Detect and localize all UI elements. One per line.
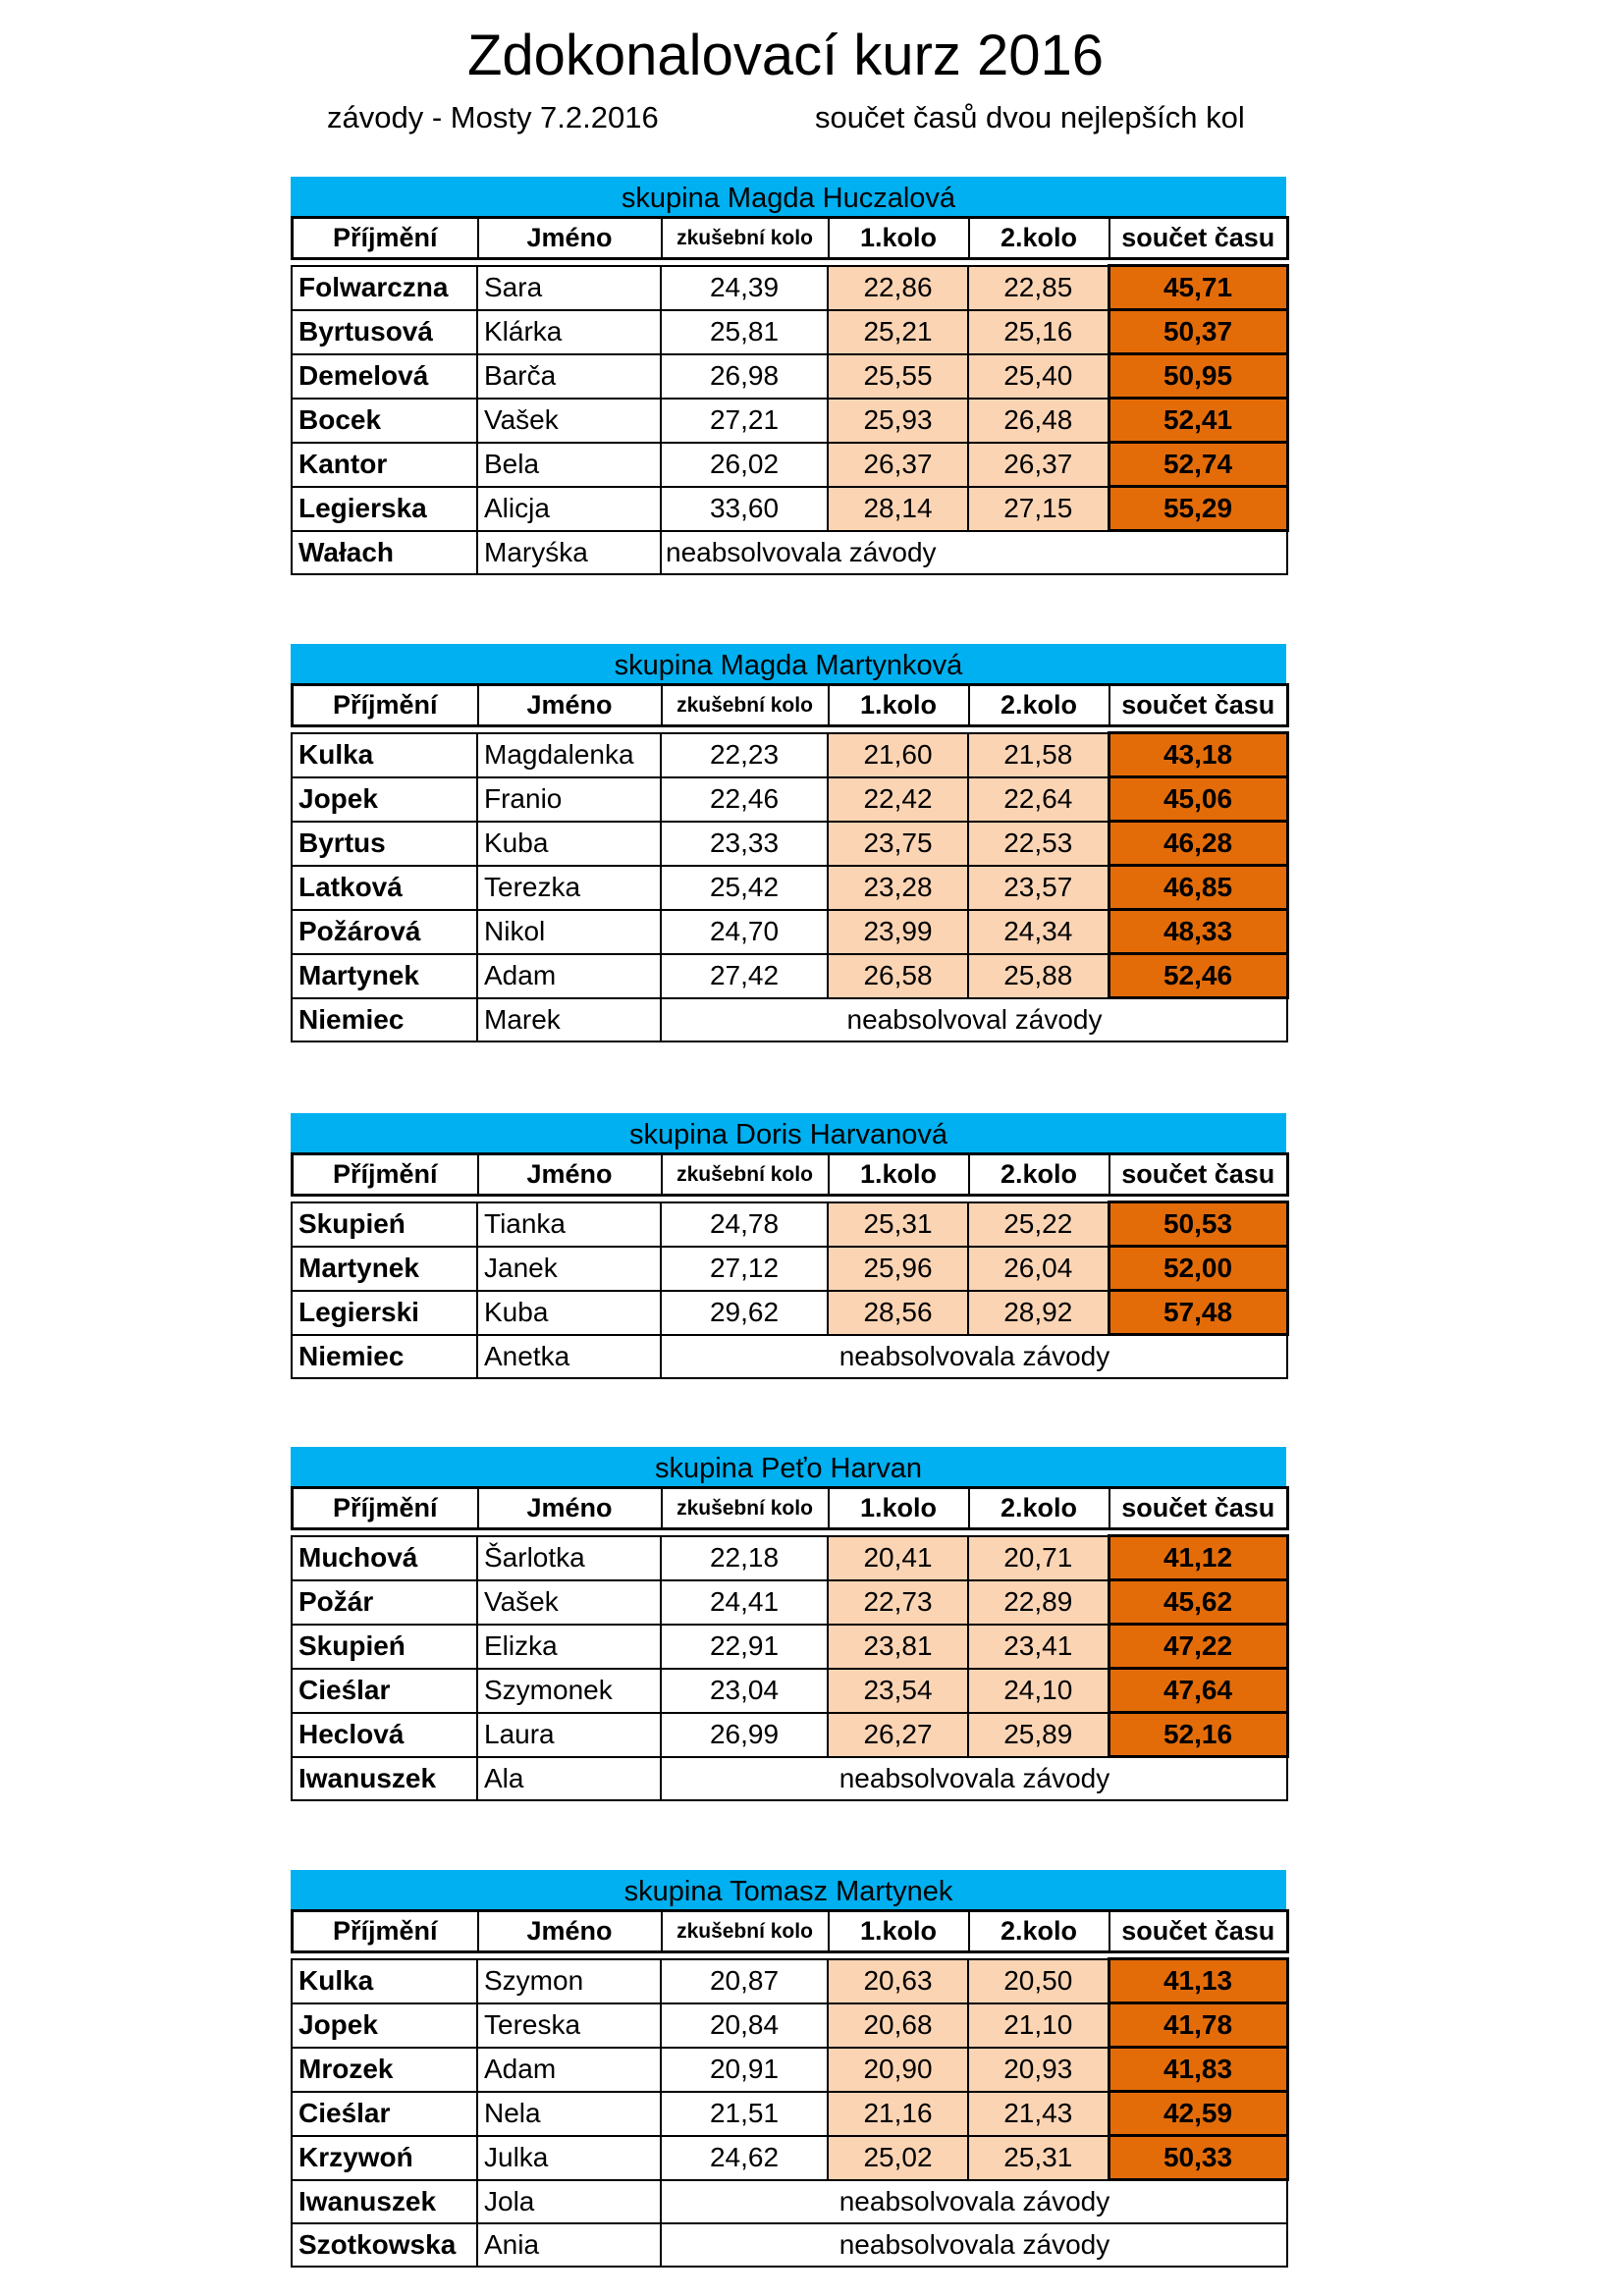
table-row: [292, 2136, 1287, 2180]
results-group: [291, 1113, 1286, 1379]
table-row: [292, 2003, 1287, 2048]
surname-cell: Szotkowska: [292, 2223, 477, 2267]
col-header-round1: 1.kolo: [829, 1488, 969, 1529]
surname-cell: Skupień: [292, 1202, 477, 1247]
name-cell: Adam: [477, 2048, 661, 2092]
results-table: [291, 264, 1288, 575]
col-header-round2: 2.kolo: [969, 685, 1109, 726]
trial-time-cell: 20,91: [661, 2048, 828, 2092]
round1-time-cell: 28,14: [828, 487, 968, 531]
results-table: [291, 1534, 1288, 1801]
table-row: [292, 266, 1287, 310]
round2-time-cell: 27,15: [968, 487, 1109, 531]
col-header-trial: zkušební kolo: [662, 685, 829, 726]
name-cell: Vašek: [477, 399, 661, 443]
col-header-name: Jméno: [478, 685, 662, 726]
results-table: [291, 731, 1288, 1042]
table-row: [292, 1247, 1287, 1291]
col-header-round2: 2.kolo: [969, 218, 1109, 259]
round1-time-cell: 26,37: [828, 443, 968, 487]
name-cell: Terezka: [477, 866, 661, 910]
round1-time-cell: 25,31: [828, 1202, 968, 1247]
round2-time-cell: 25,22: [968, 1202, 1109, 1247]
trial-time-cell: 24,70: [661, 910, 828, 954]
round2-time-cell: 24,10: [968, 1669, 1109, 1713]
col-header-round2: 2.kolo: [969, 1911, 1109, 1952]
header-row-table: [291, 1909, 1289, 1953]
col-header-trial: zkušební kolo: [662, 218, 829, 259]
trial-time-cell: 22,91: [661, 1625, 828, 1669]
table-row: [292, 1713, 1287, 1757]
header-row: [293, 1911, 1288, 1952]
trial-time-cell: 23,33: [661, 822, 828, 866]
round2-time-cell: 25,31: [968, 2136, 1109, 2180]
name-cell: Bela: [477, 443, 661, 487]
round2-time-cell: 25,40: [968, 354, 1109, 399]
table-row: [292, 866, 1287, 910]
name-cell: Elizka: [477, 1625, 661, 1669]
surname-cell: Jopek: [292, 777, 477, 822]
trial-time-cell: 23,04: [661, 1669, 828, 1713]
round1-time-cell: 25,02: [828, 2136, 968, 2180]
trial-time-cell: 24,78: [661, 1202, 828, 1247]
table-row: [292, 1291, 1287, 1335]
table-row-absent: [292, 998, 1287, 1042]
table-row-absent: [292, 2180, 1287, 2224]
name-cell: Janek: [477, 1247, 661, 1291]
round2-time-cell: 21,58: [968, 733, 1109, 777]
col-header-total: součet času: [1109, 1488, 1288, 1529]
surname-cell: Jopek: [292, 2003, 477, 2048]
surname-cell: Iwanuszek: [292, 2180, 477, 2224]
group-title: skupina Doris Harvanová: [291, 1113, 1286, 1152]
col-header-round1: 1.kolo: [829, 685, 969, 726]
table-row: [292, 1202, 1287, 1247]
round1-time-cell: 20,41: [828, 1536, 968, 1580]
surname-cell: Martynek: [292, 954, 477, 998]
round1-time-cell: 20,68: [828, 2003, 968, 2048]
total-time-cell: 50,95: [1109, 354, 1287, 399]
round1-time-cell: 25,96: [828, 1247, 968, 1291]
trial-time-cell: 27,21: [661, 399, 828, 443]
name-cell: Franio: [477, 777, 661, 822]
table-row: [292, 1580, 1287, 1625]
total-time-cell: 50,33: [1109, 2136, 1287, 2180]
col-header-round2: 2.kolo: [969, 1488, 1109, 1529]
total-time-cell: 42,59: [1109, 2092, 1287, 2136]
did-not-finish-text: neabsolvovala závody: [839, 2186, 1110, 2216]
round1-time-cell: 21,60: [828, 733, 968, 777]
name-cell: Nikol: [477, 910, 661, 954]
surname-cell: Kantor: [292, 443, 477, 487]
trial-time-cell: 25,81: [661, 310, 828, 354]
results-group: [291, 1447, 1286, 1801]
total-time-cell: 46,28: [1109, 822, 1287, 866]
round1-time-cell: 23,28: [828, 866, 968, 910]
name-cell: Šarlotka: [477, 1536, 661, 1580]
surname-cell: Bocek: [292, 399, 477, 443]
results-table: [291, 1957, 1288, 2268]
round1-time-cell: 25,93: [828, 399, 968, 443]
name-cell: Marek: [477, 998, 661, 1042]
scoring-note: součet časů dvou nejlepších kol: [815, 100, 1245, 134]
col-header-surname: Příjmění: [293, 218, 478, 259]
surname-cell: Požár: [292, 1580, 477, 1625]
did-not-finish-text: neabsolvoval závody: [846, 1004, 1103, 1035]
name-cell: Adam: [477, 954, 661, 998]
surname-cell: Niemiec: [292, 1335, 477, 1379]
surname-cell: Byrtusová: [292, 310, 477, 354]
name-cell: Anetka: [477, 1335, 661, 1379]
did-not-finish-text: neabsolvovala závody: [839, 1341, 1110, 1371]
col-header-trial: zkušební kolo: [662, 1154, 829, 1196]
round2-time-cell: 24,34: [968, 910, 1109, 954]
header-row-table: [291, 216, 1289, 260]
name-cell: Alicja: [477, 487, 661, 531]
header-row: [293, 1488, 1288, 1529]
col-header-surname: Příjmění: [293, 1488, 478, 1529]
round1-time-cell: 23,81: [828, 1625, 968, 1669]
trial-time-cell: 24,62: [661, 2136, 828, 2180]
col-header-name: Jméno: [478, 1488, 662, 1529]
surname-cell: Demelová: [292, 354, 477, 399]
header-row: [293, 1154, 1288, 1196]
total-time-cell: 41,78: [1109, 2003, 1287, 2048]
table-row: [292, 2048, 1287, 2092]
round1-time-cell: 26,27: [828, 1713, 968, 1757]
table-row: [292, 399, 1287, 443]
group-title: skupina Magda Martynková: [291, 644, 1286, 683]
col-header-name: Jméno: [478, 1154, 662, 1196]
surname-cell: Latková: [292, 866, 477, 910]
name-cell: Barča: [477, 354, 661, 399]
total-time-cell: 52,16: [1109, 1713, 1287, 1757]
surname-cell: Krzywoń: [292, 2136, 477, 2180]
trial-time-cell: 22,23: [661, 733, 828, 777]
total-time-cell: 52,41: [1109, 399, 1287, 443]
total-time-cell: 48,33: [1109, 910, 1287, 954]
round2-time-cell: 20,93: [968, 2048, 1109, 2092]
table-row-absent: [292, 531, 1287, 575]
name-cell: Sara: [477, 266, 661, 310]
table-row: [292, 910, 1287, 954]
did-not-finish-note: [661, 998, 1287, 1042]
col-header-total: součet času: [1109, 218, 1288, 259]
trial-time-cell: 26,99: [661, 1713, 828, 1757]
col-header-name: Jméno: [478, 218, 662, 259]
round2-time-cell: 20,50: [968, 1959, 1109, 2003]
trial-time-cell: 27,12: [661, 1247, 828, 1291]
name-cell: Magdalenka: [477, 733, 661, 777]
did-not-finish-text: neabsolvovala závody: [666, 537, 937, 567]
surname-cell: Byrtus: [292, 822, 477, 866]
did-not-finish-text: neabsolvovala závody: [839, 2229, 1110, 2260]
round1-time-cell: 22,73: [828, 1580, 968, 1625]
table-row: [292, 1669, 1287, 1713]
table-row: [292, 733, 1287, 777]
round2-time-cell: 25,88: [968, 954, 1109, 998]
round2-time-cell: 26,37: [968, 443, 1109, 487]
name-cell: Jola: [477, 2180, 661, 2224]
total-time-cell: 47,64: [1109, 1669, 1287, 1713]
trial-time-cell: 29,62: [661, 1291, 828, 1335]
table-row: [292, 1959, 1287, 2003]
round2-time-cell: 22,64: [968, 777, 1109, 822]
table-row: [292, 822, 1287, 866]
surname-cell: Legierska: [292, 487, 477, 531]
total-time-cell: 41,12: [1109, 1536, 1287, 1580]
round2-time-cell: 22,89: [968, 1580, 1109, 1625]
name-cell: Ala: [477, 1757, 661, 1801]
trial-time-cell: 27,42: [661, 954, 828, 998]
round1-time-cell: 22,86: [828, 266, 968, 310]
results-group: [291, 1870, 1286, 2268]
trial-time-cell: 25,42: [661, 866, 828, 910]
round1-time-cell: 20,90: [828, 2048, 968, 2092]
round1-time-cell: 26,58: [828, 954, 968, 998]
table-row-absent: [292, 2223, 1287, 2267]
round2-time-cell: 21,10: [968, 2003, 1109, 2048]
name-cell: Tereska: [477, 2003, 661, 2048]
total-time-cell: 45,62: [1109, 1580, 1287, 1625]
name-cell: Ania: [477, 2223, 661, 2267]
table-row: [292, 2092, 1287, 2136]
col-header-surname: Příjmění: [293, 1154, 478, 1196]
col-header-round2: 2.kolo: [969, 1154, 1109, 1196]
round2-time-cell: 23,41: [968, 1625, 1109, 1669]
surname-cell: Wałach: [292, 531, 477, 575]
surname-cell: Heclová: [292, 1713, 477, 1757]
total-time-cell: 50,37: [1109, 310, 1287, 354]
surname-cell: Cieślar: [292, 2092, 477, 2136]
did-not-finish-note: [661, 2223, 1287, 2267]
surname-cell: Martynek: [292, 1247, 477, 1291]
col-header-name: Jméno: [478, 1911, 662, 1952]
table-row: [292, 310, 1287, 354]
header-row-table: [291, 1152, 1289, 1197]
name-cell: Julka: [477, 2136, 661, 2180]
header-row: [293, 218, 1288, 259]
trial-time-cell: 24,39: [661, 266, 828, 310]
page-title: Zdokonalovací kurz 2016: [466, 24, 1105, 87]
trial-time-cell: 26,98: [661, 354, 828, 399]
header-row: [293, 685, 1288, 726]
round1-time-cell: 25,21: [828, 310, 968, 354]
round2-time-cell: 26,04: [968, 1247, 1109, 1291]
trial-time-cell: 24,41: [661, 1580, 828, 1625]
total-time-cell: 52,46: [1109, 954, 1287, 998]
total-time-cell: 55,29: [1109, 487, 1287, 531]
name-cell: Nela: [477, 2092, 661, 2136]
surname-cell: Niemiec: [292, 998, 477, 1042]
round2-time-cell: 25,16: [968, 310, 1109, 354]
results-group: [291, 644, 1286, 1042]
name-cell: Vašek: [477, 1580, 661, 1625]
table-row: [292, 777, 1287, 822]
surname-cell: Skupień: [292, 1625, 477, 1669]
table-row-absent: [292, 1335, 1287, 1379]
trial-time-cell: 20,87: [661, 1959, 828, 2003]
round2-time-cell: 22,85: [968, 266, 1109, 310]
col-header-round1: 1.kolo: [829, 1154, 969, 1196]
did-not-finish-note: [661, 531, 1287, 575]
trial-time-cell: 26,02: [661, 443, 828, 487]
round1-time-cell: 20,63: [828, 1959, 968, 2003]
col-header-surname: Příjmění: [293, 1911, 478, 1952]
round1-time-cell: 23,54: [828, 1669, 968, 1713]
trial-time-cell: 33,60: [661, 487, 828, 531]
col-header-trial: zkušební kolo: [662, 1911, 829, 1952]
total-time-cell: 41,13: [1109, 1959, 1287, 2003]
trial-time-cell: 22,18: [661, 1536, 828, 1580]
total-time-cell: 45,71: [1109, 266, 1287, 310]
surname-cell: Mrozek: [292, 2048, 477, 2092]
results-table: [291, 1201, 1288, 1379]
round1-time-cell: 22,42: [828, 777, 968, 822]
surname-cell: Kulka: [292, 733, 477, 777]
total-time-cell: 45,06: [1109, 777, 1287, 822]
table-row: [292, 487, 1287, 531]
group-title: skupina Tomasz Martynek: [291, 1870, 1286, 1909]
total-time-cell: 43,18: [1109, 733, 1287, 777]
round2-time-cell: 23,57: [968, 866, 1109, 910]
col-header-trial: zkušební kolo: [662, 1488, 829, 1529]
table-row-absent: [292, 1757, 1287, 1801]
surname-cell: Iwanuszek: [292, 1757, 477, 1801]
name-cell: Kuba: [477, 822, 661, 866]
race-info: závody - Mosty 7.2.2016: [327, 100, 659, 134]
col-header-total: součet času: [1109, 685, 1288, 726]
trial-time-cell: 22,46: [661, 777, 828, 822]
round2-time-cell: 28,92: [968, 1291, 1109, 1335]
did-not-finish-note: [661, 1335, 1287, 1379]
table-row: [292, 1625, 1287, 1669]
surname-cell: Kulka: [292, 1959, 477, 2003]
surname-cell: Folwarczna: [292, 266, 477, 310]
round1-time-cell: 23,75: [828, 822, 968, 866]
name-cell: Klárka: [477, 310, 661, 354]
round1-time-cell: 28,56: [828, 1291, 968, 1335]
round2-time-cell: 26,48: [968, 399, 1109, 443]
total-time-cell: 41,83: [1109, 2048, 1287, 2092]
total-time-cell: 50,53: [1109, 1202, 1287, 1247]
name-cell: Szymonek: [477, 1669, 661, 1713]
round2-time-cell: 21,43: [968, 2092, 1109, 2136]
col-header-round1: 1.kolo: [829, 1911, 969, 1952]
round2-time-cell: 22,53: [968, 822, 1109, 866]
col-header-total: součet času: [1109, 1154, 1288, 1196]
total-time-cell: 46,85: [1109, 866, 1287, 910]
header-row-table: [291, 1486, 1289, 1530]
name-cell: Maryśka: [477, 531, 661, 575]
group-title: skupina Magda Huczalová: [291, 177, 1286, 216]
header-row-table: [291, 683, 1289, 727]
did-not-finish-note: [661, 1757, 1287, 1801]
table-row: [292, 354, 1287, 399]
total-time-cell: 52,74: [1109, 443, 1287, 487]
col-header-total: součet času: [1109, 1911, 1288, 1952]
total-time-cell: 52,00: [1109, 1247, 1287, 1291]
round1-time-cell: 25,55: [828, 354, 968, 399]
col-header-round1: 1.kolo: [829, 218, 969, 259]
table-row: [292, 954, 1287, 998]
results-group: [291, 177, 1286, 575]
trial-time-cell: 21,51: [661, 2092, 828, 2136]
table-row: [292, 443, 1287, 487]
surname-cell: Legierski: [292, 1291, 477, 1335]
did-not-finish-text: neabsolvovala závody: [839, 1763, 1110, 1793]
round1-time-cell: 23,99: [828, 910, 968, 954]
round2-time-cell: 25,89: [968, 1713, 1109, 1757]
table-row: [292, 1536, 1287, 1580]
did-not-finish-note: [661, 2180, 1287, 2224]
round2-time-cell: 20,71: [968, 1536, 1109, 1580]
surname-cell: Požárová: [292, 910, 477, 954]
col-header-surname: Příjmění: [293, 685, 478, 726]
total-time-cell: 57,48: [1109, 1291, 1287, 1335]
round1-time-cell: 21,16: [828, 2092, 968, 2136]
surname-cell: Cieślar: [292, 1669, 477, 1713]
group-title: skupina Peťo Harvan: [291, 1447, 1286, 1486]
name-cell: Tianka: [477, 1202, 661, 1247]
name-cell: Laura: [477, 1713, 661, 1757]
surname-cell: Muchová: [292, 1536, 477, 1580]
name-cell: Szymon: [477, 1959, 661, 2003]
trial-time-cell: 20,84: [661, 2003, 828, 2048]
total-time-cell: 47,22: [1109, 1625, 1287, 1669]
name-cell: Kuba: [477, 1291, 661, 1335]
